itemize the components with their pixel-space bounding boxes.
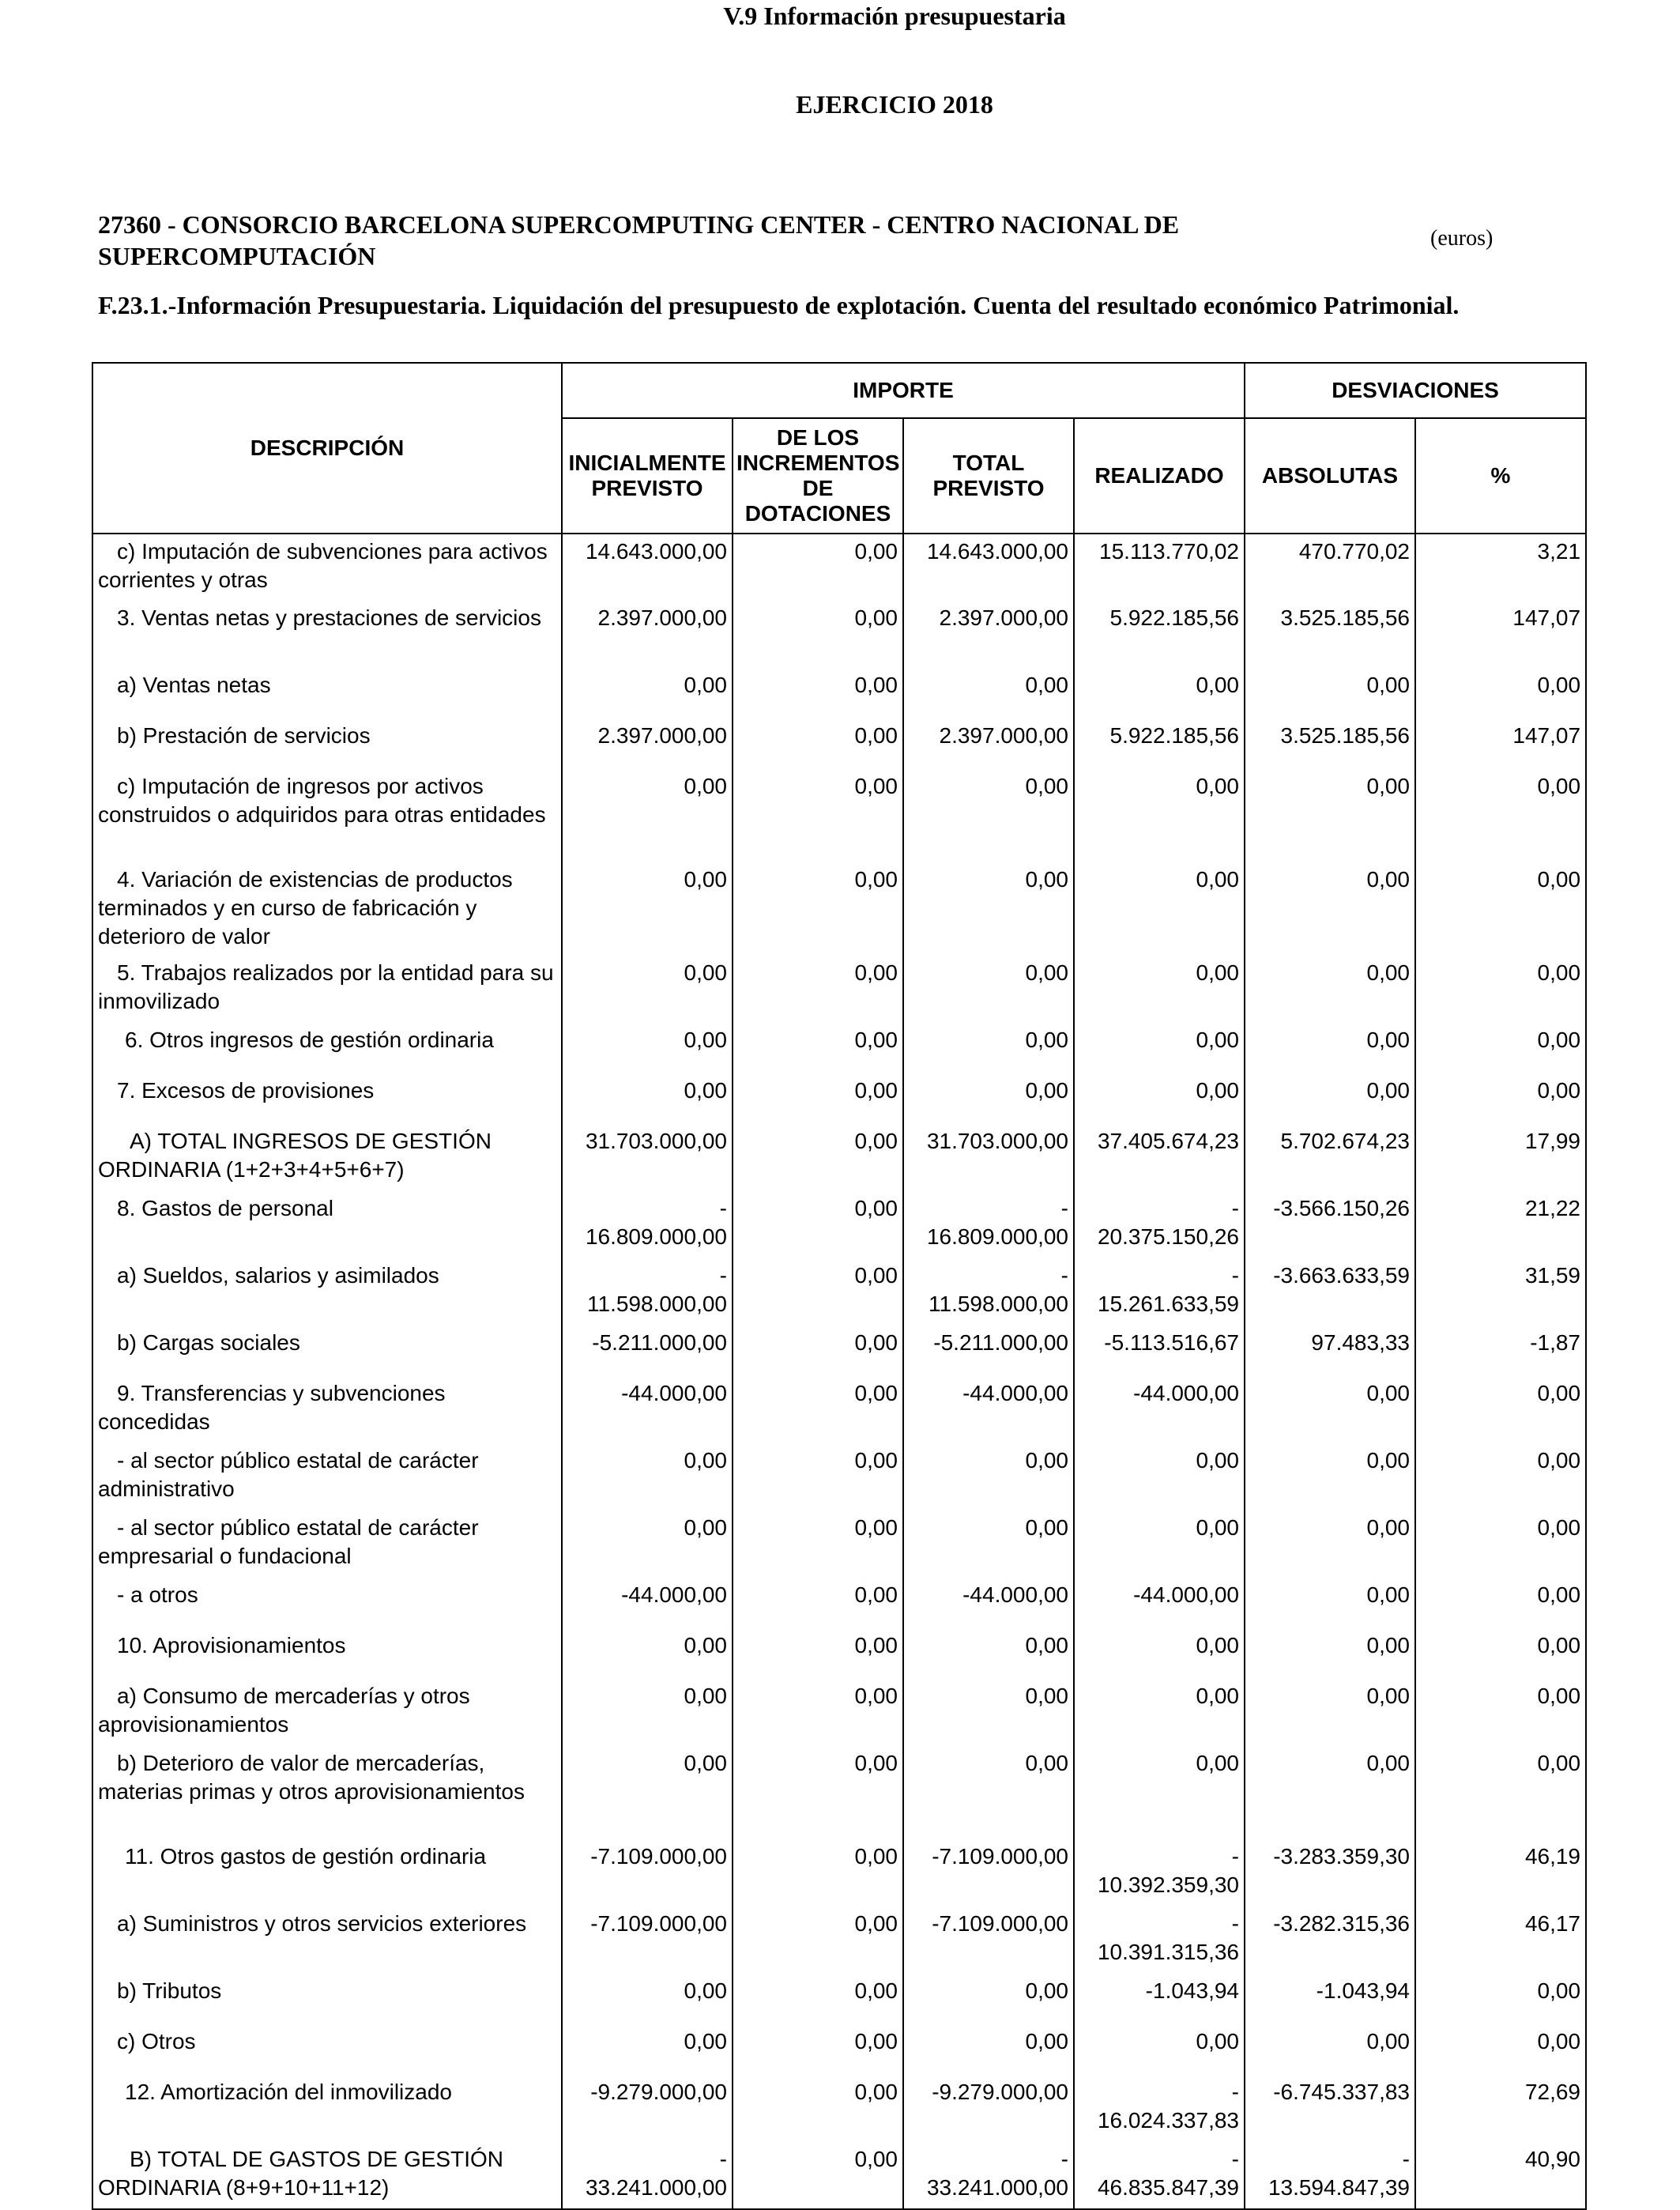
entity-name: 27360 - CONSORCIO BARCELONA SUPERCOMPUTING CENTER - CENTRO NACIONAL DE SUPERCOMPUTACIÓN	[98, 210, 1180, 270]
cell-inc: 0,00	[733, 1376, 903, 1443]
cell-pct: 0,00	[1415, 1073, 1586, 1124]
cell-inc: 0,00	[733, 1839, 903, 1906]
cell-ini: 0,00	[562, 769, 733, 862]
cell-tot: 0,00	[903, 1023, 1074, 1073]
cell-abs: 0,00	[1245, 956, 1415, 1023]
row-description	[92, 1023, 562, 1073]
cell-pct: 0,00	[1415, 1628, 1586, 1679]
cell-rea: -44.000,00	[1074, 1376, 1245, 1443]
cell-inc: 0,00	[733, 1124, 903, 1191]
cell-rea: 0,00	[1074, 956, 1245, 1023]
cell-inc: 0,00	[733, 601, 903, 668]
cell-pct: 147,07	[1415, 718, 1586, 769]
table-row	[92, 1258, 1586, 1326]
cell-pct: 0,00	[1415, 668, 1586, 718]
cell-rea: - 46.835.847,39	[1074, 2142, 1245, 2209]
cell-pct: 46,17	[1415, 1906, 1586, 1974]
cell-abs: 0,00	[1245, 1443, 1415, 1510]
row-description-text: b) Tributos	[117, 1978, 222, 2003]
cell-ini: 0,00	[562, 1628, 733, 1679]
table-row	[92, 1974, 1586, 2024]
row-description	[92, 1124, 562, 1191]
row-description	[92, 1073, 562, 1124]
cell-ini: -7.109.000,00	[562, 1906, 733, 1974]
cell-pct: 0,00	[1415, 1679, 1586, 1746]
cell-rea: 15.113.770,02	[1074, 534, 1245, 601]
header-incrementos: DE LOS INCREMENTOS DE DOTACIONES	[733, 418, 903, 534]
row-description	[92, 1326, 562, 1376]
cell-pct: 0,00	[1415, 1974, 1586, 2024]
row-description	[92, 1376, 562, 1443]
cell-pct: 72,69	[1415, 2075, 1586, 2142]
header-absolutas: ABSOLUTAS	[1245, 418, 1415, 534]
cell-rea: 5.922.185,56	[1074, 601, 1245, 668]
table-row	[92, 1578, 1586, 1628]
cell-ini: 14.643.000,00	[562, 534, 733, 601]
header-importe: IMPORTE	[562, 363, 1245, 418]
cell-abs: -6.745.337,83	[1245, 2075, 1415, 2142]
cell-ini: 0,00	[562, 1746, 733, 1839]
cell-pct: 40,90	[1415, 2142, 1586, 2209]
row-description	[92, 1443, 562, 1510]
budget-table-body	[92, 534, 1586, 2209]
header-total-previsto: TOTAL PREVISTO	[903, 418, 1074, 534]
cell-abs: 0,00	[1245, 2024, 1415, 2075]
cell-ini: 0,00	[562, 956, 733, 1023]
cell-ini: 0,00	[562, 1443, 733, 1510]
cell-abs: -3.282.315,36	[1245, 1906, 1415, 1974]
cell-rea: 0,00	[1074, 2024, 1245, 2075]
header-inicialmente-previsto: INICIALMENTE PREVISTO	[562, 418, 733, 534]
cell-ini: -9.279.000,00	[562, 2075, 733, 2142]
cell-rea: 0,00	[1074, 862, 1245, 956]
cell-tot: -44.000,00	[903, 1578, 1074, 1628]
cell-pct: 0,00	[1415, 1376, 1586, 1443]
cell-abs: -3.663.633,59	[1245, 1258, 1415, 1326]
cell-inc: 0,00	[733, 1746, 903, 1839]
cell-tot: 0,00	[903, 1443, 1074, 1510]
cell-tot: 0,00	[903, 956, 1074, 1023]
cell-abs: 0,00	[1245, 862, 1415, 956]
table-row	[92, 1073, 1586, 1124]
row-description-text: c) Otros	[117, 2029, 196, 2053]
cell-abs: 0,00	[1245, 1510, 1415, 1578]
cell-rea: 0,00	[1074, 1023, 1245, 1073]
budget-table	[92, 362, 1587, 2210]
cell-ini: 31.703.000,00	[562, 1124, 733, 1191]
cell-rea: 0,00	[1074, 1628, 1245, 1679]
cell-pct: 0,00	[1415, 956, 1586, 1023]
row-description	[92, 668, 562, 718]
section-title: V.9 Información presupuestaria	[723, 2, 1066, 30]
row-description	[92, 1258, 562, 1326]
cell-inc: 0,00	[733, 956, 903, 1023]
cell-ini: 0,00	[562, 1510, 733, 1578]
cell-pct: 147,07	[1415, 601, 1586, 668]
cell-rea: - 10.392.359,30	[1074, 1839, 1245, 1906]
table-row	[92, 1191, 1586, 1258]
table-row	[92, 956, 1586, 1023]
table-row	[92, 2142, 1586, 2209]
cell-abs: 0,00	[1245, 1746, 1415, 1839]
cell-rea: 5.922.185,56	[1074, 718, 1245, 769]
row-description	[92, 769, 562, 862]
row-description-text: b) Cargas sociales	[117, 1330, 300, 1355]
row-description-text: 10. Aprovisionamientos	[117, 1633, 346, 1658]
cell-pct: 0,00	[1415, 2024, 1586, 2075]
cell-tot: -9.279.000,00	[903, 2075, 1074, 2142]
row-description-text: 12. Amortización del inmovilizado	[125, 2080, 452, 2104]
cell-abs: 0,00	[1245, 668, 1415, 718]
cell-ini: -5.211.000,00	[562, 1326, 733, 1376]
cell-abs: -3.283.359,30	[1245, 1839, 1415, 1906]
row-description-text: - al sector público estatal de carácter administrativo	[98, 1448, 479, 1501]
cell-inc: 0,00	[733, 1191, 903, 1258]
cell-pct: 3,21	[1415, 534, 1586, 601]
row-description	[92, 718, 562, 769]
cell-tot: 0,00	[903, 1974, 1074, 2024]
cell-tot: - 11.598.000,00	[903, 1258, 1074, 1326]
cell-abs: 0,00	[1245, 1023, 1415, 1073]
cell-ini: 0,00	[562, 2024, 733, 2075]
cell-rea: - 10.391.315,36	[1074, 1906, 1245, 1974]
cell-tot: - 33.241.000,00	[903, 2142, 1074, 2209]
cell-tot: 0,00	[903, 1628, 1074, 1679]
cell-abs: 3.525.185,56	[1245, 601, 1415, 668]
cell-pct: 46,19	[1415, 1839, 1586, 1906]
row-description	[92, 1974, 562, 2024]
cell-rea: -5.113.516,67	[1074, 1326, 1245, 1376]
table-row	[92, 1376, 1586, 1443]
table-row	[92, 1839, 1586, 1906]
table-row	[92, 1326, 1586, 1376]
cell-abs: 5.702.674,23	[1245, 1124, 1415, 1191]
currency-units: (euros)	[1430, 226, 1494, 251]
header-percent: %	[1415, 418, 1586, 534]
header-realizado: REALIZADO	[1074, 418, 1245, 534]
cell-tot: 2.397.000,00	[903, 601, 1074, 668]
cell-inc: 0,00	[733, 769, 903, 862]
cell-pct: 31,59	[1415, 1258, 1586, 1326]
row-description-text: a) Suministros y otros servicios exteriores	[117, 1911, 527, 1936]
cell-tot: 0,00	[903, 668, 1074, 718]
table-row	[92, 1628, 1586, 1679]
cell-tot: 0,00	[903, 1746, 1074, 1839]
cell-pct: 0,00	[1415, 1510, 1586, 1578]
cell-ini: 2.397.000,00	[562, 601, 733, 668]
cell-abs: 97.483,33	[1245, 1326, 1415, 1376]
cell-pct: 21,22	[1415, 1191, 1586, 1258]
row-description	[92, 2024, 562, 2075]
cell-tot: 0,00	[903, 862, 1074, 956]
cell-pct: 0,00	[1415, 1443, 1586, 1510]
cell-inc: 0,00	[733, 1023, 903, 1073]
cell-rea: 0,00	[1074, 769, 1245, 862]
cell-inc: 0,00	[733, 1510, 903, 1578]
row-description	[92, 1191, 562, 1258]
row-description-text: 7. Excesos de provisiones	[117, 1078, 375, 1103]
cell-rea: - 16.024.337,83	[1074, 2075, 1245, 2142]
cell-ini: -7.109.000,00	[562, 1839, 733, 1906]
row-description	[92, 2075, 562, 2142]
cell-inc: 0,00	[733, 718, 903, 769]
row-description-text: a) Consumo de mercaderías y otros aprovisionamientos	[98, 1684, 470, 1737]
cell-tot: - 16.809.000,00	[903, 1191, 1074, 1258]
cell-abs: 0,00	[1245, 1679, 1415, 1746]
cell-rea: 0,00	[1074, 1073, 1245, 1124]
row-description-text: 5. Trabajos realizados por la entidad para su inmovilizado	[98, 960, 554, 1013]
row-description-text: 4. Variación de existencias de productos terminados y en curso de fabricación y deterioro de valor	[98, 867, 513, 948]
row-description	[92, 1510, 562, 1578]
cell-abs: 0,00	[1245, 1578, 1415, 1628]
cell-inc: 0,00	[733, 1628, 903, 1679]
row-description-text: 6. Otros ingresos de gestión ordinaria	[125, 1028, 494, 1052]
cell-inc: 0,00	[733, 1258, 903, 1326]
table-row	[92, 1679, 1586, 1746]
row-description	[92, 956, 562, 1023]
row-description	[92, 601, 562, 668]
cell-rea: - 15.261.633,59	[1074, 1258, 1245, 1326]
row-description	[92, 1839, 562, 1906]
cell-rea: 0,00	[1074, 1443, 1245, 1510]
cell-abs: -1.043,94	[1245, 1974, 1415, 2024]
cell-tot: 0,00	[903, 1510, 1074, 1578]
cell-ini: 0,00	[562, 1073, 733, 1124]
cell-inc: 0,00	[733, 1906, 903, 1974]
cell-tot: 0,00	[903, 1679, 1074, 1746]
table-row	[92, 668, 1586, 718]
table-row	[92, 1510, 1586, 1578]
cell-pct: 0,00	[1415, 1578, 1586, 1628]
table-row	[92, 1443, 1586, 1510]
cell-ini: 0,00	[562, 1679, 733, 1746]
table-row	[92, 769, 1586, 862]
table-row	[92, 2024, 1586, 2075]
row-description-text: 3. Ventas netas y prestaciones de servicios	[117, 605, 541, 630]
cell-rea: 0,00	[1074, 1679, 1245, 1746]
row-description-text: 9. Transferencias y subvenciones concedidas	[98, 1381, 446, 1434]
cell-ini: 0,00	[562, 1974, 733, 2024]
row-description-text: 11. Otros gastos de gestión ordinaria	[125, 1844, 487, 1869]
cell-tot: -7.109.000,00	[903, 1906, 1074, 1974]
row-description	[92, 1628, 562, 1679]
cell-ini: 2.397.000,00	[562, 718, 733, 769]
row-description-text: a) Ventas netas	[117, 673, 271, 697]
cell-pct: 0,00	[1415, 1746, 1586, 1839]
cell-tot: -7.109.000,00	[903, 1839, 1074, 1906]
cell-inc: 0,00	[733, 2142, 903, 2209]
row-description	[92, 862, 562, 956]
row-description-text: B) TOTAL DE GASTOS DE GESTIÓN ORDINARIA (8+9+10+11+12)	[98, 2147, 503, 2200]
table-row	[92, 1023, 1586, 1073]
cell-pct: 0,00	[1415, 1023, 1586, 1073]
cell-abs: 0,00	[1245, 1628, 1415, 1679]
table-row	[92, 1746, 1586, 1839]
table-row	[92, 601, 1586, 668]
cell-tot: 2.397.000,00	[903, 718, 1074, 769]
cell-tot: -5.211.000,00	[903, 1326, 1074, 1376]
cell-rea: - 20.375.150,26	[1074, 1191, 1245, 1258]
cell-inc: 0,00	[733, 1326, 903, 1376]
row-description	[92, 534, 562, 601]
cell-pct: 0,00	[1415, 769, 1586, 862]
cell-ini: 0,00	[562, 862, 733, 956]
table-row	[92, 1906, 1586, 1974]
cell-pct: 0,00	[1415, 862, 1586, 956]
row-description	[92, 1746, 562, 1839]
row-description	[92, 1679, 562, 1746]
cell-ini: - 33.241.000,00	[562, 2142, 733, 2209]
cell-rea: 0,00	[1074, 1746, 1245, 1839]
cell-rea: -44.000,00	[1074, 1578, 1245, 1628]
cell-inc: 0,00	[733, 2075, 903, 2142]
cell-ini: 0,00	[562, 668, 733, 718]
row-description-text: b) Prestación de servicios	[117, 723, 371, 748]
table-row	[92, 862, 1586, 956]
cell-ini: - 11.598.000,00	[562, 1258, 733, 1326]
cell-abs: - 13.594.847,39	[1245, 2142, 1415, 2209]
cell-tot: 0,00	[903, 2024, 1074, 2075]
cell-abs: 0,00	[1245, 769, 1415, 862]
cell-inc: 0,00	[733, 668, 903, 718]
cell-inc: 0,00	[733, 534, 903, 601]
cell-rea: 0,00	[1074, 668, 1245, 718]
cell-ini: - 16.809.000,00	[562, 1191, 733, 1258]
table-row	[92, 1124, 1586, 1191]
cell-rea: 37.405.674,23	[1074, 1124, 1245, 1191]
row-description-text: - a otros	[117, 1582, 198, 1607]
row-description	[92, 1578, 562, 1628]
cell-inc: 0,00	[733, 862, 903, 956]
cell-tot: 31.703.000,00	[903, 1124, 1074, 1191]
cell-ini: -44.000,00	[562, 1376, 733, 1443]
cell-tot: 0,00	[903, 1073, 1074, 1124]
cell-abs: 3.525.185,56	[1245, 718, 1415, 769]
table-row	[92, 2075, 1586, 2142]
cell-inc: 0,00	[733, 2024, 903, 2075]
cell-inc: 0,00	[733, 1073, 903, 1124]
row-description-text: b) Deterioro de valor de mercaderías, materias primas y otros aprovisionamientos	[98, 1751, 525, 1804]
cell-pct: 17,99	[1415, 1124, 1586, 1191]
cell-abs: 0,00	[1245, 1376, 1415, 1443]
cell-rea: 0,00	[1074, 1510, 1245, 1578]
table-row	[92, 534, 1586, 601]
cell-tot: 0,00	[903, 769, 1074, 862]
row-description-text: a) Sueldos, salarios y asimilados	[117, 1263, 439, 1288]
header-desviaciones: DESVIACIONES	[1245, 363, 1586, 418]
row-description	[92, 2142, 562, 2209]
cell-abs: -3.566.150,26	[1245, 1191, 1415, 1258]
row-description-text: - al sector público estatal de carácter empresarial o fundacional	[98, 1515, 479, 1568]
row-description	[92, 1906, 562, 1974]
table-row	[92, 718, 1586, 769]
row-description-text: A) TOTAL INGRESOS DE GESTIÓN ORDINARIA (1+2+3+4+5+6+7)	[98, 1129, 492, 1182]
report-title: F.23.1.-Información Presupuestaria. Liquidación del presupuesto de explotación. Cuenta del resultado económico Patrimonial.	[98, 291, 1460, 319]
cell-pct: -1,87	[1415, 1326, 1586, 1376]
row-description-text: c) Imputación de subvenciones para activos corrientes y otras	[98, 539, 548, 592]
cell-inc: 0,00	[733, 1578, 903, 1628]
header-description: DESCRIPCIÓN	[92, 363, 562, 534]
cell-rea: -1.043,94	[1074, 1974, 1245, 2024]
cell-abs: 470.770,02	[1245, 534, 1415, 601]
cell-abs: 0,00	[1245, 1073, 1415, 1124]
cell-ini: -44.000,00	[562, 1578, 733, 1628]
row-description-text: 8. Gastos de personal	[117, 1196, 333, 1220]
cell-inc: 0,00	[733, 1974, 903, 2024]
cell-ini: 0,00	[562, 1023, 733, 1073]
cell-tot: -44.000,00	[903, 1376, 1074, 1443]
exercise-year: EJERCICIO 2018	[796, 90, 993, 119]
cell-inc: 0,00	[733, 1679, 903, 1746]
cell-inc: 0,00	[733, 1443, 903, 1510]
row-description-text: c) Imputación de ingresos por activos construidos o adquiridos para otras entidades	[98, 774, 546, 827]
cell-tot: 14.643.000,00	[903, 534, 1074, 601]
